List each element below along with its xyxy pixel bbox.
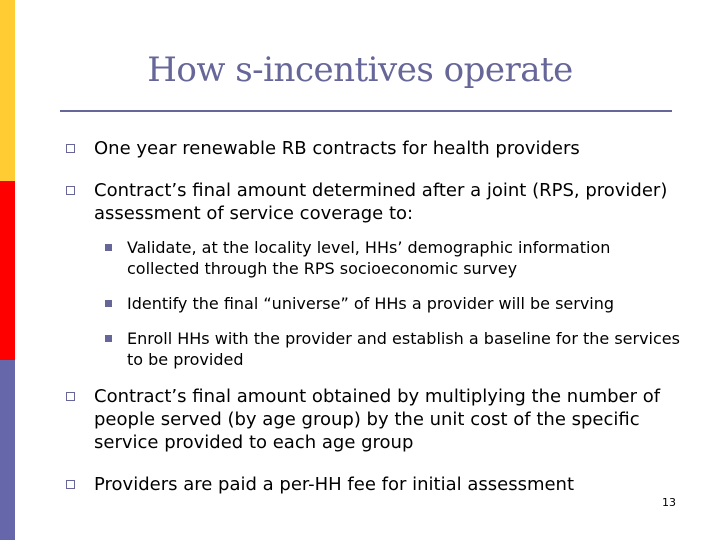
filled-square-bullet-icon <box>105 300 112 307</box>
accent-bar-red <box>0 181 15 360</box>
filled-square-bullet-icon <box>105 244 112 251</box>
square-bullet-icon <box>66 392 75 401</box>
bullet-text: One year renewable RB contracts for health providers <box>94 138 580 159</box>
square-bullet-icon <box>66 144 75 153</box>
accent-bar-blue <box>0 360 15 540</box>
square-bullet-icon <box>66 186 75 195</box>
sub-bullet-text: Identify the final “universe” of HHs a provider will be serving <box>127 294 615 313</box>
bullet-text: Contract’s final amount determined after a joint (RPS, provider) assessment of service coverage to: <box>94 180 668 224</box>
sub-bullet-text: Enroll HHs with the provider and establish a baseline for the services to be provided <box>127 329 680 369</box>
page-number: 13 <box>662 496 676 509</box>
accent-bar-yellow <box>0 0 15 181</box>
title-divider <box>60 110 672 112</box>
bullet-text: Contract’s final amount obtained by multiplying the number of people served (by age group) by the unit cost of the specific service provided to each age group <box>94 386 661 453</box>
filled-square-bullet-icon <box>105 335 112 342</box>
slide-title: How s-incentives operate <box>147 50 573 90</box>
square-bullet-icon <box>66 480 75 489</box>
bullet-text: Providers are paid a per-HH fee for initial assessment <box>94 474 575 495</box>
sub-bullet-text: Validate, at the locality level, HHs’ demographic information collected through the RPS socioeconomic survey <box>127 238 611 278</box>
